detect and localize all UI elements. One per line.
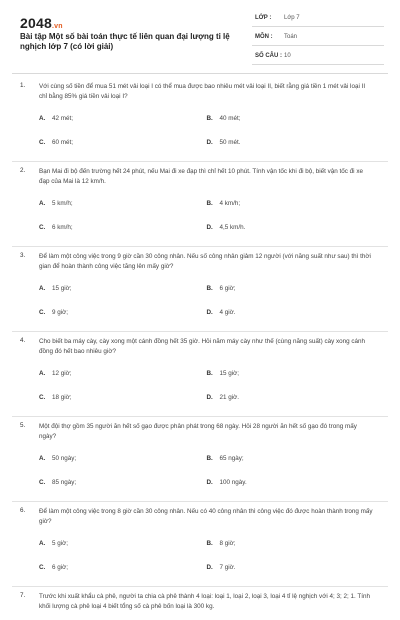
meta-value: Lớp 7 bbox=[284, 15, 300, 21]
answer-option[interactable] bbox=[207, 369, 375, 378]
answer-option[interactable] bbox=[39, 199, 207, 208]
option-letter: B. bbox=[206, 115, 213, 122]
answer-option[interactable] bbox=[207, 114, 375, 123]
option-letter: C. bbox=[39, 479, 46, 486]
answer-option[interactable] bbox=[39, 284, 207, 293]
option-text: 50 mét. bbox=[219, 139, 241, 146]
answer-option[interactable] bbox=[207, 563, 375, 572]
answer-options bbox=[39, 369, 374, 402]
option-text: 15 giờ; bbox=[52, 285, 72, 292]
answer-option[interactable] bbox=[207, 138, 375, 147]
option-text: 21 giờ. bbox=[219, 394, 240, 401]
logo-text: 2048 bbox=[20, 15, 52, 31]
answer-options bbox=[39, 199, 374, 232]
document-title: Bài tập Một số bài toán thực tế liên quan đại lượng tỉ lệ nghịch lớp 7 (có lời giải) bbox=[20, 32, 230, 51]
answer-option[interactable] bbox=[207, 308, 375, 317]
option-text: 5 giờ; bbox=[52, 540, 69, 547]
header-divider bbox=[12, 73, 388, 74]
option-letter: D. bbox=[206, 139, 213, 146]
answer-option[interactable] bbox=[39, 138, 207, 147]
question-item bbox=[0, 592, 400, 612]
question-divider bbox=[12, 586, 388, 587]
answer-option[interactable] bbox=[39, 454, 207, 463]
option-text: 42 mét; bbox=[52, 115, 73, 122]
site-logo[interactable] bbox=[20, 15, 63, 31]
question-text: Một đội thợ gồm 35 người ăn hết số gạo được phân phát trong 68 ngày. Hỏi 28 người ăn hết số gạo đó trong mấy ngày? bbox=[39, 423, 357, 440]
option-letter: B. bbox=[206, 370, 213, 377]
option-text: 7 giờ. bbox=[219, 564, 236, 571]
logo-domain: .vn bbox=[51, 23, 63, 30]
option-letter: A. bbox=[39, 370, 46, 377]
question-item bbox=[0, 507, 400, 584]
option-letter: B. bbox=[206, 540, 213, 547]
question-number: 7. bbox=[20, 592, 26, 599]
answer-options bbox=[39, 539, 374, 572]
document-meta bbox=[252, 12, 384, 69]
option-text: 15 giờ; bbox=[219, 370, 240, 377]
question-item bbox=[0, 252, 400, 329]
meta-value: 10 bbox=[284, 53, 291, 59]
option-text: 18 giờ; bbox=[52, 394, 72, 401]
answer-option[interactable] bbox=[39, 563, 207, 572]
option-text: 65 ngày; bbox=[219, 455, 244, 462]
option-text: 40 mét; bbox=[219, 115, 241, 122]
option-text: 50 ngày; bbox=[52, 455, 77, 462]
answer-option[interactable] bbox=[39, 369, 207, 378]
option-text: 6 giờ; bbox=[219, 285, 236, 292]
answer-option[interactable] bbox=[207, 284, 375, 293]
meta-label: LỚP : bbox=[255, 15, 272, 21]
option-letter: D. bbox=[206, 394, 213, 401]
question-list bbox=[0, 82, 400, 620]
question-item bbox=[0, 82, 400, 159]
question-number: 6. bbox=[20, 507, 26, 514]
option-letter: C. bbox=[39, 309, 46, 316]
question-text: Với cùng số tiền để mua 51 mét vải loại I có thể mua được bao nhiêu mét vải loại II, biết rằng giá tiền 1 mét vải loại II chỉ bằng 85% giá tiền vải loại I? bbox=[39, 83, 366, 100]
option-letter: C. bbox=[39, 224, 46, 231]
option-letter: C. bbox=[39, 394, 46, 401]
answer-option[interactable] bbox=[39, 393, 207, 402]
question-number: 4. bbox=[20, 337, 26, 344]
answer-options bbox=[39, 114, 374, 147]
option-letter: B. bbox=[206, 285, 213, 292]
meta-row bbox=[252, 31, 384, 46]
option-letter: A. bbox=[39, 115, 46, 122]
question-item bbox=[0, 167, 400, 244]
question-number: 5. bbox=[20, 422, 26, 429]
question-divider bbox=[12, 416, 388, 417]
question-text: Để làm một công việc trong 9 giờ cần 30 công nhân. Nếu số công nhân giảm 12 người (với năng suất như sau) thì thời gian để hoàn thành công việc tăng lên mấy giờ? bbox=[39, 253, 371, 270]
option-text: 4 km/h; bbox=[219, 200, 241, 207]
question-item bbox=[0, 422, 400, 499]
question-divider bbox=[12, 246, 388, 247]
option-text: 12 giờ; bbox=[52, 370, 72, 377]
meta-label: MÔN : bbox=[255, 34, 273, 40]
meta-row bbox=[252, 12, 384, 27]
option-letter: A. bbox=[39, 455, 46, 462]
question-text: Bạn Mai đi bộ đến trường hết 24 phút, nếu Mai đi xe đạp thì chỉ hết 10 phút. Tính vận tốc khi đi bộ, biết vận tốc đi xe đạp của Mai là 12 km/h. bbox=[39, 168, 363, 185]
answer-option[interactable] bbox=[207, 539, 375, 548]
question-divider bbox=[12, 501, 388, 502]
question-text: Để làm một công việc trong 8 giờ cần 30 công nhân. Nếu có 40 công nhân thì công việc đó được hoàn thành trong mấy giờ? bbox=[39, 508, 373, 525]
answer-options bbox=[39, 454, 374, 487]
option-text: 6 giờ; bbox=[52, 564, 69, 571]
question-item bbox=[0, 337, 400, 414]
question-number: 1. bbox=[20, 82, 26, 89]
meta-label: SỐ CÂU : bbox=[255, 53, 282, 59]
option-letter: D. bbox=[206, 479, 213, 486]
option-letter: C. bbox=[39, 564, 46, 571]
option-text: 4,5 km/h. bbox=[219, 224, 246, 231]
option-text: 85 ngày; bbox=[52, 479, 77, 486]
worksheet-header bbox=[0, 0, 400, 70]
option-letter: D. bbox=[206, 309, 213, 316]
answer-options bbox=[39, 284, 374, 317]
option-letter: A. bbox=[39, 285, 46, 292]
option-text: 8 giờ; bbox=[219, 540, 236, 547]
meta-value: Toán bbox=[284, 34, 298, 40]
answer-option[interactable] bbox=[207, 478, 375, 487]
option-text: 9 giờ; bbox=[52, 309, 69, 316]
answer-option[interactable] bbox=[39, 478, 207, 487]
option-letter: C. bbox=[39, 139, 46, 146]
option-letter: D. bbox=[206, 224, 213, 231]
question-text: Trước khi xuất khẩu cà phê, người ta chia cà phê thành 4 loại: loại 1, loại 2, loại 3, loại 4 tỉ lệ nghịch với 4; 3; 2; 1. Tính khối lượng cà phê loại 4 biết tổng số cà phê bốn loại là 300 kg. bbox=[39, 593, 370, 610]
option-letter: A. bbox=[39, 540, 46, 547]
meta-row bbox=[252, 50, 384, 65]
option-letter: B. bbox=[206, 200, 213, 207]
question-text: Cho biết ba máy cày, cày xong một cánh đồng hết 35 giờ. Hỏi năm máy cày như thế (cùng năng suất) cày xong cánh đồng đó hết bao nhiêu giờ? bbox=[39, 338, 366, 355]
option-letter: B. bbox=[206, 455, 213, 462]
answer-option[interactable] bbox=[39, 223, 207, 232]
answer-option[interactable] bbox=[39, 539, 207, 548]
answer-option[interactable] bbox=[207, 454, 375, 463]
answer-option[interactable] bbox=[207, 393, 375, 402]
option-text: 5 km/h; bbox=[52, 200, 73, 207]
option-letter: A. bbox=[39, 200, 46, 207]
option-text: 4 giờ. bbox=[219, 309, 236, 316]
option-text: 60 mét; bbox=[52, 139, 73, 146]
question-number: 3. bbox=[20, 252, 26, 259]
question-divider bbox=[12, 161, 388, 162]
option-letter: D. bbox=[206, 564, 213, 571]
question-number: 2. bbox=[20, 167, 26, 174]
answer-option[interactable] bbox=[39, 114, 207, 123]
question-divider bbox=[12, 331, 388, 332]
answer-option[interactable] bbox=[207, 199, 375, 208]
answer-option[interactable] bbox=[39, 308, 207, 317]
option-text: 6 km/h; bbox=[52, 224, 73, 231]
option-text: 100 ngày. bbox=[219, 479, 247, 486]
answer-option[interactable] bbox=[207, 223, 375, 232]
